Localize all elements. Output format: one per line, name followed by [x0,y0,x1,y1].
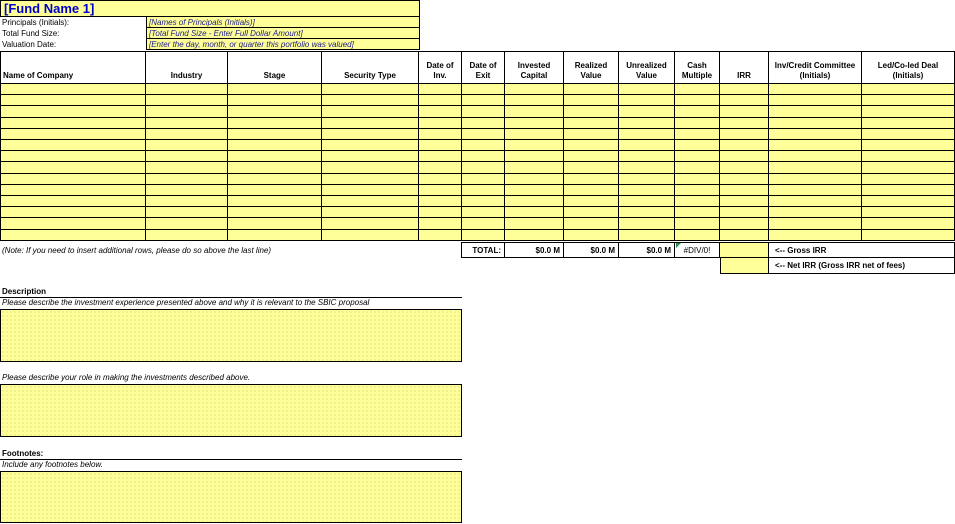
cell-security-type[interactable] [322,162,419,173]
description-prompt-2: Please describe your role in making the investments described above. [2,373,251,382]
cell-irr[interactable] [720,207,769,218]
role-textbox[interactable] [0,384,462,437]
col-header-label: Unrealized [626,61,667,70]
cell-cash-multiple[interactable] [675,106,720,117]
fund-name-cell[interactable]: [Fund Name 1] [0,0,420,17]
cell-invested-capital[interactable] [505,84,564,95]
cell-security-type[interactable] [322,106,419,117]
cell-date-of-inv[interactable] [419,84,462,95]
col-header-irr [720,51,769,84]
cell-cash-multiple[interactable] [675,162,720,173]
cell-inv-credit-committee[interactable] [769,151,862,162]
cell-company[interactable] [0,218,146,229]
col-header-label: Cash [687,61,707,70]
footnotes-title: Footnotes: [2,449,44,458]
total-label: TOTAL: [461,242,505,258]
cell-inv-credit-committee[interactable] [769,106,862,117]
col-header-sublabel: Exit [475,71,491,80]
cell-date-of-exit[interactable] [462,106,505,117]
col-header-security-type [322,51,419,84]
cell-stage[interactable] [228,151,322,162]
cell-company[interactable] [0,129,146,140]
cell-date-of-exit[interactable] [462,196,505,207]
cell-invested-capital[interactable] [505,106,564,117]
cell-security-type[interactable] [322,174,419,185]
cell-date-of-inv[interactable] [419,162,462,173]
total-realized-value: $0.0 M [564,242,619,258]
col-header-industry [146,51,228,84]
cell-invested-capital[interactable] [505,162,564,173]
col-header-inv-credit-committee [769,51,862,84]
cell-stage[interactable] [228,207,322,218]
cell-industry[interactable] [146,95,228,106]
cell-irr[interactable] [720,174,769,185]
cell-inv-credit-committee[interactable] [769,162,862,173]
cell-industry[interactable] [146,140,228,151]
gross-irr-cell[interactable] [720,242,769,258]
cell-irr[interactable] [720,196,769,207]
cell-date-of-inv[interactable] [419,140,462,151]
cell-date-of-exit[interactable] [462,218,505,229]
cell-industry[interactable] [146,151,228,162]
cell-company[interactable] [0,151,146,162]
cell-company[interactable] [0,185,146,196]
cell-security-type[interactable] [322,207,419,218]
cell-stage[interactable] [228,95,322,106]
cell-invested-capital[interactable] [505,118,564,129]
cell-industry[interactable] [146,218,228,229]
cell-led-co-led-deal[interactable] [862,207,955,218]
cell-date-of-inv[interactable] [419,174,462,185]
cell-inv-credit-committee[interactable] [769,174,862,185]
col-header-label: Inv/Credit Committee [774,61,856,70]
cell-date-of-inv[interactable] [419,218,462,229]
cell-date-of-exit[interactable] [462,185,505,196]
cell-stage[interactable] [228,218,322,229]
cell-invested-capital[interactable] [505,174,564,185]
cell-cash-multiple[interactable] [675,196,720,207]
cell-inv-credit-committee[interactable] [769,207,862,218]
cell-date-of-inv[interactable] [419,106,462,117]
col-header-label: Security Type [344,71,396,80]
col-header-company [0,51,146,84]
cell-inv-credit-committee[interactable] [769,140,862,151]
cell-stage[interactable] [228,84,322,95]
col-header-label: Industry [170,71,203,80]
cell-industry[interactable] [146,162,228,173]
cell-date-of-inv[interactable] [419,230,462,241]
valuation-date-input[interactable]: [Enter the day, month, or quarter this portfolio was valued] [146,39,420,50]
cell-cash-multiple[interactable] [675,174,720,185]
cell-date-of-inv[interactable] [419,196,462,207]
cell-cash-multiple[interactable] [675,118,720,129]
cell-irr[interactable] [720,95,769,106]
cell-inv-credit-committee[interactable] [769,118,862,129]
cell-security-type[interactable] [322,151,419,162]
cell-security-type[interactable] [322,118,419,129]
cell-company[interactable] [0,207,146,218]
cell-realized-value[interactable] [564,95,619,106]
cell-company[interactable] [0,140,146,151]
cell-led-co-led-deal[interactable] [862,162,955,173]
cell-irr[interactable] [720,129,769,140]
cell-date-of-exit[interactable] [462,151,505,162]
cell-cash-multiple[interactable] [675,129,720,140]
cell-security-type[interactable] [322,84,419,95]
col-header-stage [228,51,322,84]
cell-unrealized-value[interactable] [619,230,675,241]
description-title: Description [2,287,47,296]
cell-cash-multiple[interactable] [675,218,720,229]
cell-date-of-inv[interactable] [419,95,462,106]
col-header-label: Realized [574,61,608,70]
cell-inv-credit-committee[interactable] [769,185,862,196]
cell-realized-value[interactable] [564,185,619,196]
cell-cash-multiple[interactable] [675,95,720,106]
cell-date-of-exit[interactable] [462,207,505,218]
cell-invested-capital[interactable] [505,207,564,218]
footnotes-textbox[interactable] [0,471,462,523]
col-header-invested-capital [505,51,564,84]
cell-led-co-led-deal[interactable] [862,106,955,117]
cell-unrealized-value[interactable] [619,129,675,140]
cell-irr[interactable] [720,230,769,241]
col-header-label: IRR [737,71,751,80]
fund-size-label: Total Fund Size: [2,29,60,38]
cell-realized-value[interactable] [564,106,619,117]
cell-date-of-inv[interactable] [419,151,462,162]
cell-company[interactable] [0,84,146,95]
cell-realized-value[interactable] [564,84,619,95]
col-header-label: Name of Company [3,71,74,80]
cell-unrealized-value[interactable] [619,218,675,229]
total-cash-multiple: #DIV/0! [675,242,720,258]
cell-date-of-exit[interactable] [462,129,505,140]
cell-irr[interactable] [720,118,769,129]
cell-stage[interactable] [228,129,322,140]
cell-cash-multiple[interactable] [675,230,720,241]
col-header-sublabel: Multiple [681,71,713,80]
cell-invested-capital[interactable] [505,129,564,140]
cell-led-co-led-deal[interactable] [862,230,955,241]
cell-irr[interactable] [720,140,769,151]
experience-textbox[interactable] [0,309,462,362]
cell-unrealized-value[interactable] [619,106,675,117]
cell-stage[interactable] [228,140,322,151]
cell-irr[interactable] [720,151,769,162]
cell-cash-multiple[interactable] [675,84,720,95]
cell-unrealized-value[interactable] [619,162,675,173]
cell-stage[interactable] [228,196,322,207]
cell-security-type[interactable] [322,230,419,241]
cell-unrealized-value[interactable] [619,185,675,196]
cell-led-co-led-deal[interactable] [862,218,955,229]
cell-unrealized-value[interactable] [619,196,675,207]
cell-stage[interactable] [228,230,322,241]
cell-led-co-led-deal[interactable] [862,129,955,140]
cell-security-type[interactable] [322,218,419,229]
cell-company[interactable] [0,196,146,207]
cell-invested-capital[interactable] [505,95,564,106]
cell-realized-value[interactable] [564,230,619,241]
col-header-label: Stage [263,71,286,80]
cell-stage[interactable] [228,162,322,173]
cell-led-co-led-deal[interactable] [862,118,955,129]
col-header-cash-multiple [675,51,720,84]
cell-irr[interactable] [720,218,769,229]
cell-cash-multiple[interactable] [675,140,720,151]
col-header-label: Invested [517,61,551,70]
cell-realized-value[interactable] [564,118,619,129]
cell-industry[interactable] [146,174,228,185]
cell-irr[interactable] [720,162,769,173]
cell-company[interactable] [0,95,146,106]
cell-inv-credit-committee[interactable] [769,196,862,207]
col-header-sublabel: Inv. [433,71,447,80]
cell-date-of-exit[interactable] [462,95,505,106]
cell-unrealized-value[interactable] [619,118,675,129]
valuation-date-label: Valuation Date: [2,40,57,49]
col-header-led-co-led-deal [862,51,955,84]
cell-realized-value[interactable] [564,162,619,173]
cell-stage[interactable] [228,174,322,185]
cell-date-of-inv[interactable] [419,129,462,140]
col-header-label: Date of [469,61,497,70]
cell-security-type[interactable] [322,196,419,207]
cell-inv-credit-committee[interactable] [769,230,862,241]
col-header-sublabel: Value [636,71,657,80]
cell-security-type[interactable] [322,95,419,106]
cell-cash-multiple[interactable] [675,185,720,196]
cell-date-of-exit[interactable] [462,230,505,241]
fund-size-input[interactable]: [Total Fund Size - Enter Full Dollar Amount] [146,28,420,39]
cell-led-co-led-deal[interactable] [862,185,955,196]
cell-industry[interactable] [146,230,228,241]
cell-irr[interactable] [720,185,769,196]
cell-date-of-exit[interactable] [462,118,505,129]
principals-label: Principals (Initials): [2,18,70,27]
cell-inv-credit-committee[interactable] [769,84,862,95]
cell-unrealized-value[interactable] [619,151,675,162]
cell-led-co-led-deal[interactable] [862,95,955,106]
cell-security-type[interactable] [322,140,419,151]
col-header-date-of-inv [419,51,462,84]
cell-industry[interactable] [146,185,228,196]
cell-security-type[interactable] [322,185,419,196]
cell-realized-value[interactable] [564,151,619,162]
cell-date-of-inv[interactable] [419,185,462,196]
col-header-sublabel: (Initials) [799,71,831,80]
col-header-sublabel: (Initials) [892,71,924,80]
cell-stage[interactable] [228,106,322,117]
cell-date-of-exit[interactable] [462,84,505,95]
col-header-label: Led/Co-led Deal [877,61,939,70]
cell-invested-capital[interactable] [505,230,564,241]
cell-industry[interactable] [146,118,228,129]
cell-cash-multiple[interactable] [675,207,720,218]
cell-company[interactable] [0,230,146,241]
cell-realized-value[interactable] [564,196,619,207]
cell-date-of-exit[interactable] [462,140,505,151]
cell-realized-value[interactable] [564,218,619,229]
gross-irr-label: <-- Gross IRR [769,242,955,258]
cell-industry[interactable] [146,84,228,95]
cell-date-of-inv[interactable] [419,118,462,129]
cell-unrealized-value[interactable] [619,207,675,218]
cell-inv-credit-committee[interactable] [769,129,862,140]
cell-industry[interactable] [146,207,228,218]
cell-industry[interactable] [146,106,228,117]
cell-realized-value[interactable] [564,129,619,140]
cell-unrealized-value[interactable] [619,95,675,106]
cell-inv-credit-committee[interactable] [769,95,862,106]
cell-date-of-exit[interactable] [462,174,505,185]
cell-realized-value[interactable] [564,140,619,151]
cell-invested-capital[interactable] [505,196,564,207]
cell-invested-capital[interactable] [505,151,564,162]
cell-invested-capital[interactable] [505,218,564,229]
cell-date-of-inv[interactable] [419,207,462,218]
col-header-realized-value [564,51,619,84]
cell-led-co-led-deal[interactable] [862,84,955,95]
cell-led-co-led-deal[interactable] [862,140,955,151]
cell-invested-capital[interactable] [505,185,564,196]
cell-industry[interactable] [146,196,228,207]
col-header-label: Date of [426,61,454,70]
principals-input[interactable]: [Names of Principals (Initials)] [146,17,420,28]
cell-unrealized-value[interactable] [619,84,675,95]
cell-led-co-led-deal[interactable] [862,196,955,207]
cell-led-co-led-deal[interactable] [862,174,955,185]
cell-led-co-led-deal[interactable] [862,151,955,162]
cell-stage[interactable] [228,118,322,129]
net-irr-cell[interactable] [720,258,769,274]
col-header-date-of-exit [462,51,505,84]
cell-unrealized-value[interactable] [619,140,675,151]
cell-inv-credit-committee[interactable] [769,218,862,229]
cell-company[interactable] [0,162,146,173]
cell-cash-multiple[interactable] [675,151,720,162]
cell-stage[interactable] [228,185,322,196]
col-header-unrealized-value [619,51,675,84]
cell-invested-capital[interactable] [505,140,564,151]
total-unrealized-value: $0.0 M [619,242,675,258]
cell-realized-value[interactable] [564,174,619,185]
error-indicator-icon [676,243,681,248]
description-prompt-1: Please describe the investment experience presented above and why it is relevant to the SBIC proposal [2,298,370,307]
cell-irr[interactable] [720,106,769,117]
col-header-sublabel: Capital [520,71,548,80]
cell-realized-value[interactable] [564,207,619,218]
net-irr-label: <-- Net IRR (Gross IRR net of fees) [769,258,955,274]
cell-industry[interactable] [146,129,228,140]
insert-rows-note: (Note: If you need to insert additional rows, please do so above the last line) [2,246,272,255]
cell-date-of-exit[interactable] [462,162,505,173]
cell-irr[interactable] [720,84,769,95]
footnotes-prompt: Include any footnotes below. [2,460,103,469]
cell-company[interactable] [0,174,146,185]
cell-company[interactable] [0,118,146,129]
cell-security-type[interactable] [322,129,419,140]
col-header-sublabel: Value [580,71,602,80]
cell-unrealized-value[interactable] [619,174,675,185]
total-invested-capital: $0.0 M [505,242,564,258]
cell-company[interactable] [0,106,146,117]
